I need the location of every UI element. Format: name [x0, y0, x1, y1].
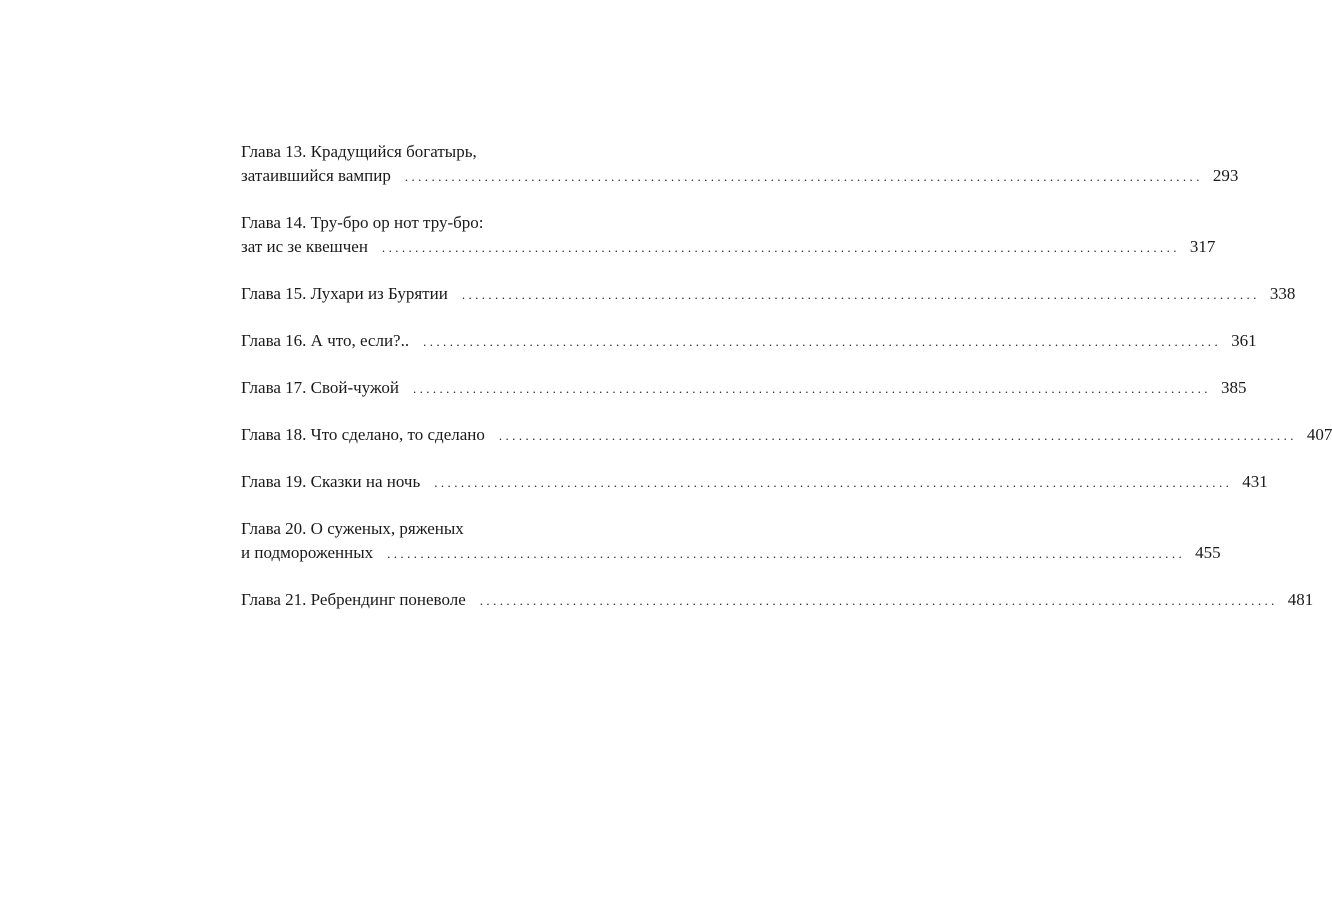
toc-page-number: 385 [1220, 378, 1247, 397]
toc-entry-title-continued: зат ис зе квешчен [241, 237, 368, 256]
dot-leader: ........................................................................................................................ [387, 546, 1186, 561]
toc-page-number: 481 [1287, 590, 1314, 609]
toc-entry-chapter-18 [241, 423, 1332, 448]
dot-leader: ........................................................................................................................ [461, 287, 1260, 302]
toc-entry-line [241, 164, 1239, 189]
dot-leader: ........................................................................................................................ [498, 428, 1297, 443]
toc-page-number: 361 [1231, 331, 1257, 350]
toc-page-number: 407 [1306, 425, 1332, 444]
toc-entry-title: Глава 16. А что, если?.. [241, 331, 410, 350]
toc-entry-title: Глава 14. Тру-бро ор нот тру-бро: [241, 213, 484, 232]
toc-entry-line [241, 423, 1332, 448]
toc-entry-chapter-14 [241, 211, 1216, 260]
toc-entry-title-continued: затаившийся вампир [241, 166, 391, 185]
toc-page-number: 317 [1189, 237, 1216, 256]
toc-page-number: 293 [1212, 166, 1239, 185]
toc-page-number: 338 [1269, 284, 1296, 303]
toc-entry-chapter-20 [241, 517, 1221, 566]
toc-entry-line [241, 282, 1296, 307]
toc-entry-title: Глава 15. Лухари из Бурятии [241, 284, 448, 303]
toc-entry-title: Глава 17. Свой-чужой [241, 378, 399, 397]
dot-leader: ........................................................................................................................ [479, 593, 1278, 608]
toc-entry-title: Глава 18. Что сделано, то сделано [241, 425, 485, 444]
toc-entry-chapter-15 [241, 282, 1296, 307]
toc-page-number: 455 [1195, 543, 1221, 562]
toc-entry-line [241, 376, 1247, 401]
toc-entry-chapter-13 [241, 140, 1239, 189]
toc-entry-line [241, 140, 661, 164]
toc-entry-line [241, 541, 1221, 566]
toc-entry-line [241, 470, 1268, 495]
toc-entry-line [241, 517, 661, 541]
toc-entry-title: Глава 13. Крадущийся богатырь, [241, 142, 477, 161]
toc-entry-title-continued: и подмороженных [241, 543, 374, 562]
dot-leader: ........................................................................................................................ [434, 475, 1233, 490]
toc-entry-line [241, 211, 661, 235]
dot-leader: ........................................................................................................................ [412, 381, 1211, 396]
toc-entry-line [241, 235, 1216, 260]
toc-page-number: 431 [1242, 472, 1268, 491]
toc-entry-chapter-16 [241, 329, 1257, 354]
toc-entry-title: Глава 21. Ребрендинг поневоле [241, 590, 466, 609]
dot-leader: ........................................................................................................................ [423, 334, 1222, 349]
toc-entry-line [241, 329, 1257, 354]
toc-entry-title: Глава 19. Сказки на ночь [241, 472, 421, 491]
dot-leader: ........................................................................................................................ [381, 240, 1180, 255]
table-of-contents [241, 140, 1332, 635]
toc-entry-chapter-19 [241, 470, 1268, 495]
toc-entry-title: Глава 20. О суженых, ряженых [241, 519, 464, 538]
toc-entry-chapter-17 [241, 376, 1247, 401]
toc-entry-chapter-21 [241, 588, 1314, 613]
toc-entry-line [241, 588, 1314, 613]
dot-leader: ........................................................................................................................ [404, 169, 1203, 184]
